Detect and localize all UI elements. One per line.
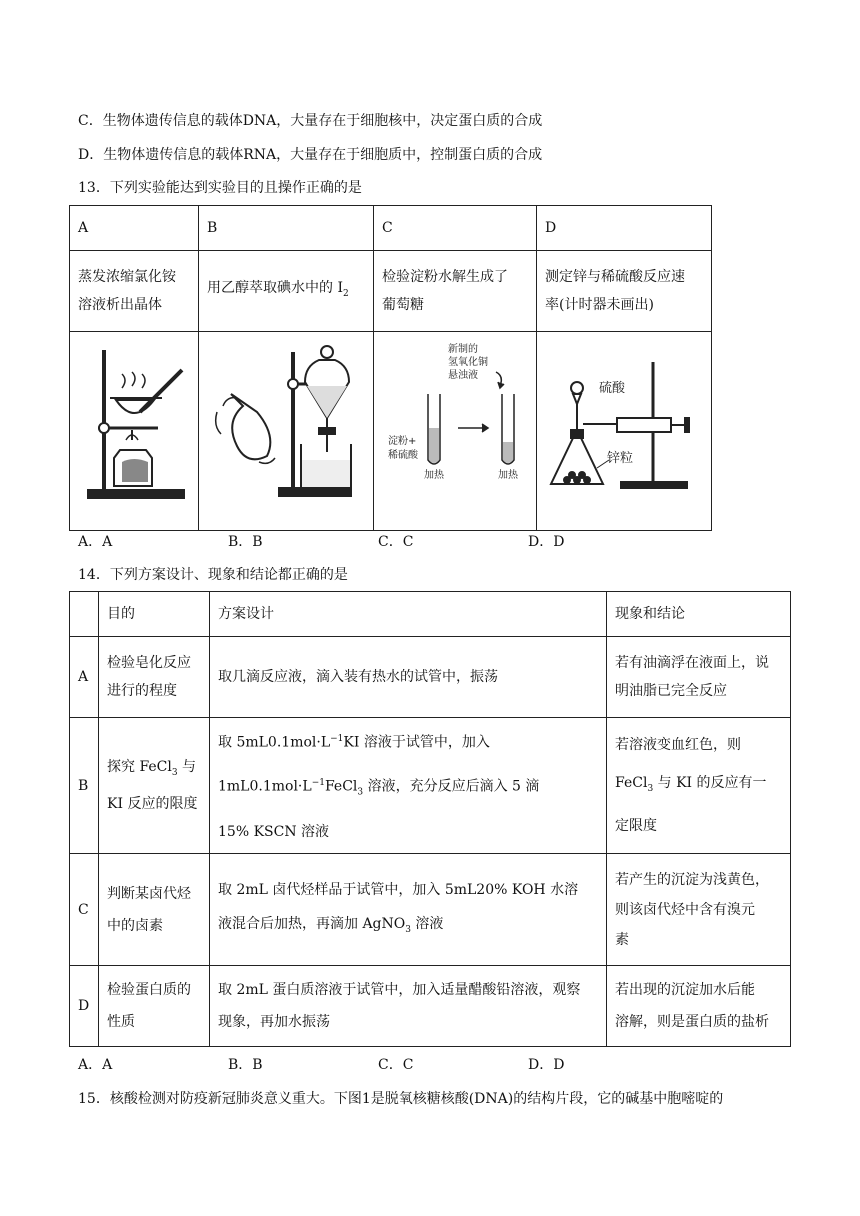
q14-result: 若出现的沉淀加水后能 溶解，则是蛋白质的盐析 xyxy=(607,966,791,1047)
q14-design: 取几滴反应液，滴入装有热水的试管中，振荡 xyxy=(210,637,607,718)
q14-option-b[interactable]: B．B xyxy=(228,1057,263,1073)
q14-row-label: B xyxy=(70,718,99,854)
q13-option-a[interactable]: A．A xyxy=(78,534,113,550)
q14-header-design: 方案设计 xyxy=(210,592,607,637)
q13-figure-d xyxy=(537,332,712,531)
label-suspension: 悬浊液 xyxy=(448,370,478,381)
q14-header-result: 现象和结论 xyxy=(607,592,791,637)
question-14-stem: 14．下列方案设计、现象和结论都正确的是 xyxy=(78,567,348,583)
q14-result: 若溶液变血红色，则 FeCl$_3$ 与 KI 的反应有一 定限度 xyxy=(607,718,791,854)
evaporation-apparatus-figure xyxy=(70,332,198,520)
q14-purpose: 探究 FeCl$_3$ 与 KI 反应的限度 xyxy=(99,718,210,854)
q13-desc-c: 检验淀粉水解生成了 葡萄糖 xyxy=(374,251,537,332)
q14-design: 取 2mL 卤代烃样品于试管中，加入 5mL20% KOH 水溶 液混合后加热，再滴加 AgNO$_3$ 溶液 xyxy=(210,854,607,966)
q13-header-c: C xyxy=(374,206,537,251)
label-sulfuric-acid: 硫酸 xyxy=(599,381,626,396)
q14-row-label: D xyxy=(70,966,99,1047)
q14-header-purpose: 目的 xyxy=(99,592,210,637)
reaction-rate-figure xyxy=(537,332,711,520)
label-zinc-granules: 锌粒 xyxy=(607,451,634,466)
q14-purpose: 判断某卤代烃 中的卤素 xyxy=(99,854,210,966)
q13-header-d: D xyxy=(537,206,712,251)
q14-design: 取 $5mL0.1mol\cdot L^{-1}KI$ 溶液于试管中，加入 $1mL0.1mol\cdot L^{-1}FeCl_3$ 溶液，充分反应后滴入 5 滴 15% KSCN 溶液 xyxy=(210,718,607,854)
label-heat-2: 加热 xyxy=(498,470,518,481)
q14-row-label: C xyxy=(70,854,99,966)
q14-row-a xyxy=(70,637,791,718)
q14-header-blank xyxy=(70,592,99,637)
q14-purpose: 检验皂化反应 进行的程度 xyxy=(99,637,210,718)
question-15-stem: 15．核酸检测对防疫新冠肺炎意义重大。下图1是脱氧核糖核酸(DNA)的结构片段，它的碱基中胞嘧啶的 xyxy=(78,1091,724,1107)
q13-option-b[interactable]: B．B xyxy=(228,534,263,550)
question-14-table xyxy=(69,591,791,1047)
question-13-table xyxy=(69,205,712,531)
q13-figure-c xyxy=(374,332,537,531)
label-dilute-sulfuric: 稀硫酸 xyxy=(388,450,418,461)
q14-result: 若产生的沉淀为浅黄色， 则该卤代烃中含有溴元 素 xyxy=(607,854,791,966)
q13-option-d[interactable]: D．D xyxy=(528,534,565,550)
q13-figure-b xyxy=(199,332,374,531)
option-d-line: D．生物体遗传信息的载体RNA，大量存在于细胞质中，控制蛋白质的合成 xyxy=(78,147,543,163)
q14-result: 若有油滴浮在液面上，说 明油脂已完全反应 xyxy=(607,637,791,718)
label-starch: 淀粉+ xyxy=(388,436,417,447)
q14-option-d[interactable]: D．D xyxy=(528,1057,565,1073)
q14-purpose: 检验蛋白质的 性质 xyxy=(99,966,210,1047)
q13-header-a: A xyxy=(70,206,199,251)
q14-design: 取 2mL 蛋白质溶液于试管中，加入适量醋酸铅溶液，观察 现象，再加水振荡 xyxy=(210,966,607,1047)
q14-row-d xyxy=(70,966,791,1047)
label-fresh: 新制的 xyxy=(448,344,478,355)
q14-option-a[interactable]: A．A xyxy=(78,1057,113,1073)
q14-option-c[interactable]: C．C xyxy=(378,1057,414,1073)
q14-row-c xyxy=(70,854,791,966)
starch-hydrolysis-figure xyxy=(374,332,536,520)
label-heat-1: 加热 xyxy=(424,470,444,481)
q13-option-c[interactable]: C．C xyxy=(378,534,414,550)
q14-row-label: A xyxy=(70,637,99,718)
q13-figure-a xyxy=(70,332,199,531)
option-c-line: C．生物体遗传信息的载体DNA，大量存在于细胞核中，决定蛋白质的合成 xyxy=(78,113,543,129)
question-13-stem: 13．下列实验能达到实验目的且操作正确的是 xyxy=(78,180,362,196)
q13-desc-d: 测定锌与稀硫酸反应速 率(计时器未画出) xyxy=(537,251,712,332)
label-copper-hydroxide: 氢氧化铜 xyxy=(448,357,488,368)
q13-desc-a: 蒸发浓缩氯化铵 溶液析出晶体 xyxy=(70,251,199,332)
q13-header-b: B xyxy=(199,206,374,251)
q14-row-b xyxy=(70,718,791,854)
extraction-apparatus-figure xyxy=(199,332,373,520)
q13-desc-b: 用乙醇萃取碘水中的 $I_2$ xyxy=(199,251,374,332)
